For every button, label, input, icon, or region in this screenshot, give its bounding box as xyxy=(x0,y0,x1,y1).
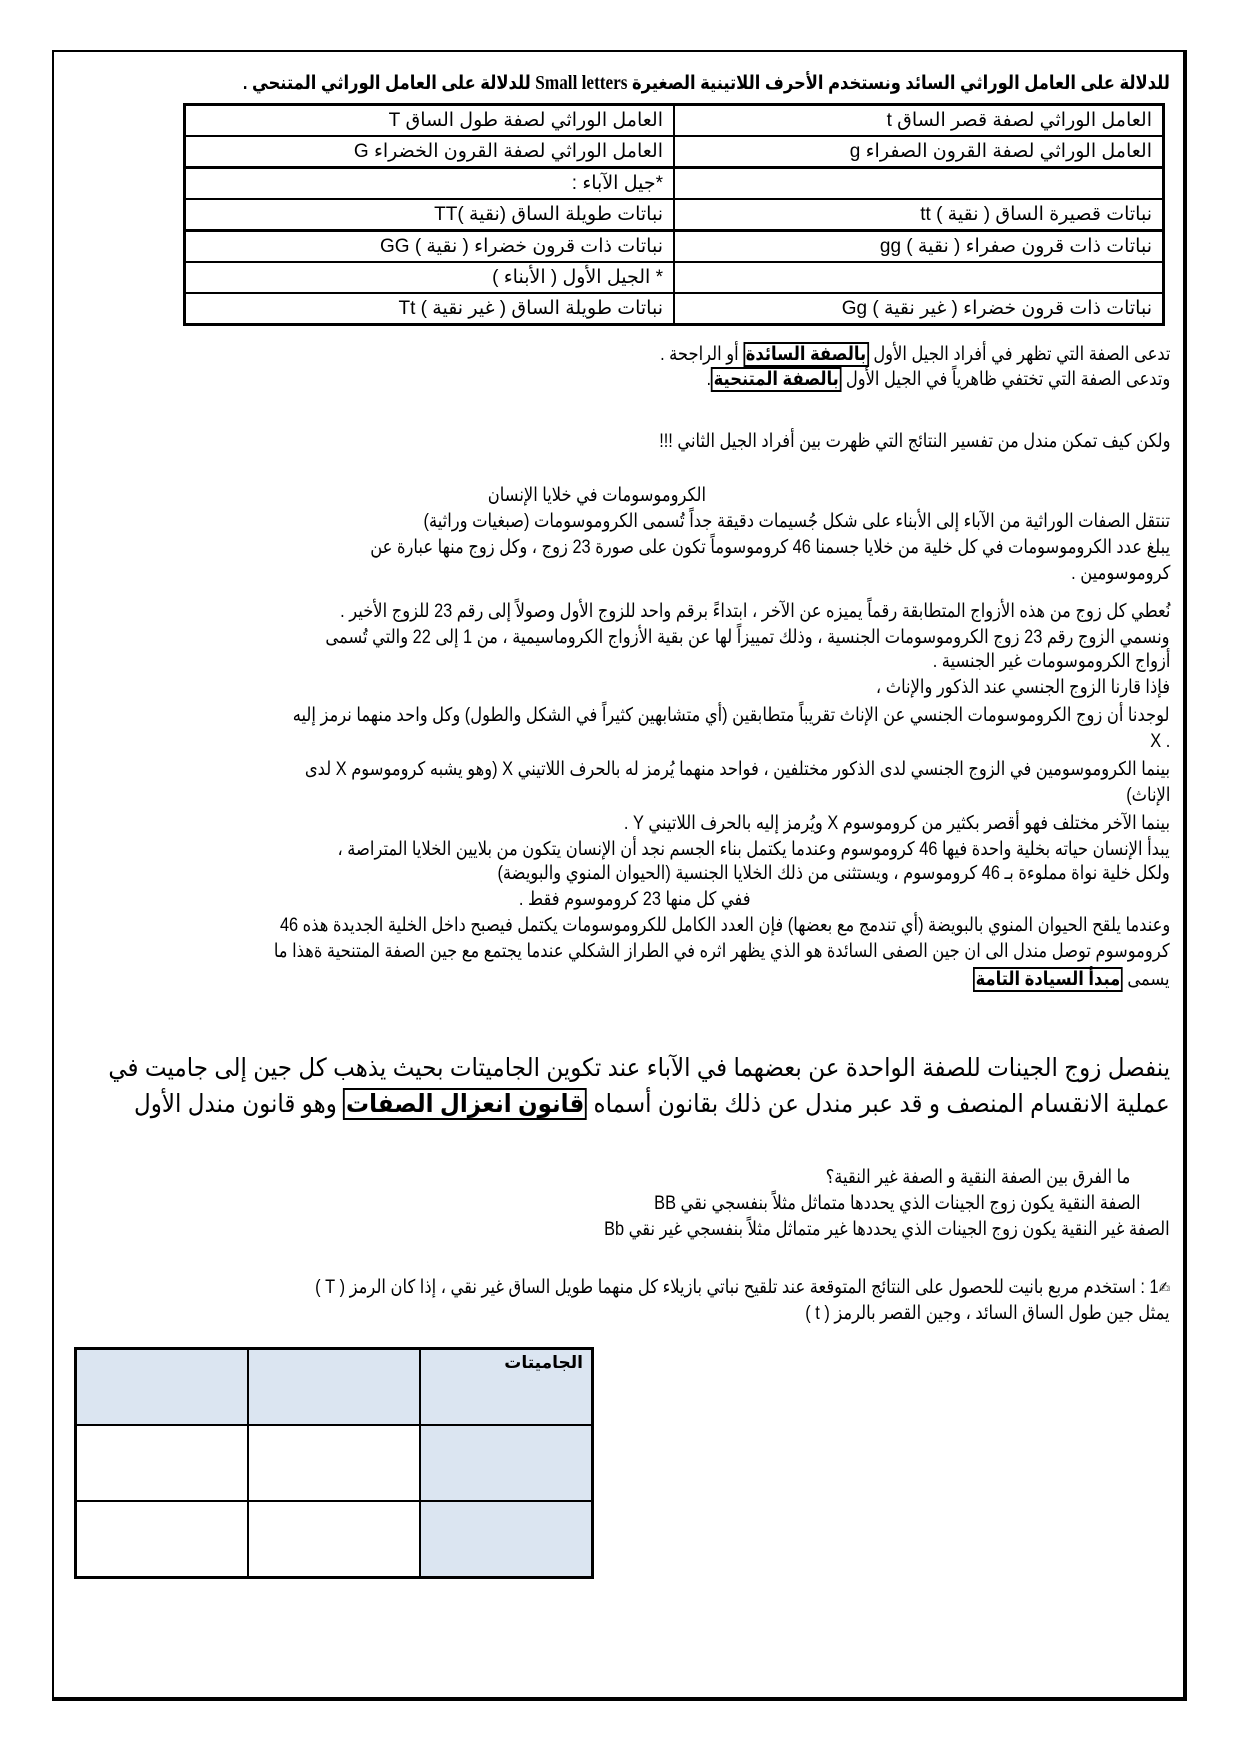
table-cell: * الجيل الأول ( الأبناء ) xyxy=(185,262,675,293)
offspring-cell[interactable] xyxy=(76,1425,249,1501)
table-cell: العامل الوراثي لصفة القرون الصفراء g xyxy=(674,136,1164,168)
paragraph-line: تنتقل الصفات الوراثية من الآباء إلى الأبناء على شكل جُسيمات دقيقة جداً تُسمى الكروموسومات (صبغيات وراثية) xyxy=(423,511,1170,532)
table-cell xyxy=(674,168,1164,200)
text: 1 : استخدم مربع بانيت للحصول على النتائج المتوقعة عند تلقيح نباتي بازيلاء كل منهما طويل الساق غير نقي ، إذا كان الرمز ( T ) xyxy=(315,1277,1159,1298)
table-row xyxy=(185,293,1164,325)
principle-line xyxy=(973,968,1170,992)
text: يسمى xyxy=(1127,969,1170,990)
paragraph-line: كروموسومين . xyxy=(1070,563,1170,584)
table-cell: العامل الوراثي لصفة القرون الخضراء G xyxy=(185,136,675,168)
paragraph-line: ونسمي الزوج رقم 23 زوج الكروموسومات الجنسية ، وذلك تمييزاً لها عن بقية الأزواج الكروماسيمية ، من 1 إلى 22 والتي تُسمى xyxy=(325,627,1170,648)
paragraph-line: وعندما يلقح الحيوان المنوي بالبويضة (أي تندمج مع بعضها) فإن العدد الكامل للكروموسومات يكتمل فيصبح داخل الخلية الجديدة هذه 46 xyxy=(279,915,1171,936)
paragraph-line: لوجدنا أن زوج الكروموسومات الجنسي عن الإناث تقريباً متطابقين (أي متشابهين كثيراً في الشكل والطول) وكل واحد منهما نرمز إليه xyxy=(293,705,1170,726)
paragraph-line: بينما الآخر مختلف فهو أقصر بكثير من كروموسوم X ويُرمز إليه بالحرف اللاتيني Y . xyxy=(623,813,1170,834)
table-cell: نباتات طويلة الساق ( غير نقية ) Tt xyxy=(185,293,675,325)
offspring-cell[interactable] xyxy=(248,1501,420,1578)
table-cell: العامل الوراثي لصفة قصر الساق t xyxy=(674,105,1164,137)
table-row xyxy=(185,136,1164,168)
paragraph-line: . X xyxy=(1150,731,1170,752)
table-cell: نباتات ذات قرون خضراء ( نقية ) GG xyxy=(185,231,675,263)
paragraph-line: بينما الكروموسومين في الزوج الجنسي لدى الذكور مختلفين ، فواحد منهما يُرمز له بالحرف اللاتيني X (وهو يشبه كروموسوم X لدى xyxy=(304,759,1170,780)
recessive-definition xyxy=(706,368,1170,392)
gamete-cell[interactable] xyxy=(420,1425,593,1501)
punnett-square xyxy=(74,1347,594,1579)
table-row xyxy=(185,199,1164,231)
gamete-cell[interactable] xyxy=(76,1349,249,1426)
table-cell: نباتات طويلة الساق (نقية )TT xyxy=(185,199,675,231)
table-cell: نباتات ذات قرون خضراء ( غير نقية ) Gg xyxy=(674,293,1164,325)
table-cell: العامل الوراثي لصفة طول الساق T xyxy=(185,105,675,137)
intro-english-term: Small letters xyxy=(535,72,628,94)
section-title-chromosomes: الكروموسومات في خلايا الإنسان xyxy=(487,485,707,506)
exercise-line-1 xyxy=(315,1276,1170,1300)
text: تدعى الصفة التي تظهر في أفراد الجيل الأول xyxy=(872,344,1170,365)
gene-symbols-table xyxy=(183,103,1165,326)
table-row xyxy=(76,1501,593,1578)
gamete-cell[interactable] xyxy=(420,1501,593,1578)
gametes-header-cell: الجاميتات xyxy=(420,1349,593,1426)
intro-line xyxy=(243,72,1170,95)
paragraph-line: كروموسوم توصل مندل الى ان جين الصفى السائدة هو الذي يظهر اثره في الطراز الشكلي عندما يجتمع مع جين الصفة المتنحية ةهذا ما xyxy=(274,941,1170,962)
paragraph-line: الإناث) xyxy=(1125,785,1170,806)
segregation-line: ينفصل زوج الجينات للصفة الواحدة عن بعضهما في الآباء عند تكوين الجاميتات بحيث يذهب كل جين إلى جاميت في xyxy=(108,1054,1170,1082)
paragraph-line: يبدأ الإنسان حياته بخلية واحدة فيها 46 كروموسوم وعندما يكتمل بناء الجسم نجد أن الإنسان يتكون من بلايين الخلايا المتراصة ، xyxy=(337,839,1170,860)
paragraph-line: فإذا قارنا الزوج الجنسي عند الذكور والإناث ، xyxy=(875,677,1170,698)
table-row xyxy=(76,1349,593,1426)
exercise-line-2: يمثل جين طول الساق السائد ، وجين القصر بالرمز ( t ) xyxy=(805,1303,1170,1324)
pure-trait-definition: الصفة النقية يكون زوج الجينات الذي يحددها متماثل مثلاً بنفسجي نقي BB xyxy=(653,1193,1140,1214)
intro-text-part2: للدلالة على العامل الوراثي المتنحي . xyxy=(243,73,531,94)
paragraph-line: أزواج الكروموسومات غير الجنسية . xyxy=(932,651,1170,672)
dominant-definition xyxy=(660,343,1170,367)
table-row xyxy=(76,1425,593,1501)
paragraph-line: ففي كل منها 23 كروموسوم فقط . xyxy=(518,889,751,910)
text: . xyxy=(706,369,711,390)
dominant-term: بالصفة السائدة xyxy=(743,342,869,367)
paragraph-line: يبلغ عدد الكروموسومات في كل خلية من خلايا جسمنا 46 كروموسوماً تكون على صورة 23 زوج ، وكل زوج منها عبارة عن xyxy=(370,537,1170,558)
table-cell: نباتات ذات قرون صفراء ( نقية ) gg xyxy=(674,231,1164,263)
paragraph-line: ولكل خلية نواة مملوءة بـ 46 كروموسوم ، ويستثنى من ذلك الخلايا الجنسية (الحيوان المنوي والبويضة) xyxy=(497,863,1170,884)
table-row xyxy=(185,105,1164,137)
table-cell xyxy=(674,262,1164,293)
segregation-law-term: قانون انعزال الصفات xyxy=(344,1088,588,1120)
gamete-cell[interactable] xyxy=(248,1349,420,1426)
mendel-question: ولكن كيف تمكن مندل من تفسير النتائج التي ظهرت بين أفراد الجيل الثاني !!! xyxy=(658,431,1170,452)
recessive-term: بالصفة المتنحية xyxy=(711,367,841,392)
table-row xyxy=(185,231,1164,263)
text: وتدعى الصفة التي تختفي ظاهرياً في الجيل الأول xyxy=(845,369,1170,390)
table-row xyxy=(185,168,1164,200)
segregation-law-line xyxy=(134,1086,1170,1122)
text: عملية الانقسام المنصف و قد عبر مندل عن ذلك بقانون أسماه xyxy=(593,1090,1170,1118)
paragraph-line: نُعطي كل زوج من هذه الأزواج المتطابقة رقماً يميزه عن الآخر ، ابتداءً برقم واحد للزوج الأول وصولاً إلى رقم 23 للزوج الأخير . xyxy=(339,601,1170,622)
text: وهو قانون مندل الأول xyxy=(134,1090,338,1118)
impure-trait-definition: الصفة غير النقية يكون زوج الجينات الذي يحددها غير متماثل مثلاً بنفسجي غير نقي Bb xyxy=(604,1219,1170,1240)
purity-question: ما الفرق بين الصفة النقية و الصفة غير النقية؟ xyxy=(825,1167,1130,1188)
complete-dominance-term: مبدأ السيادة التامة xyxy=(973,967,1123,992)
text: أو الراجحة . xyxy=(659,344,743,365)
intro-text-part1: للدلالة على العامل الوراثي السائد ونستخدم الأحرف اللاتينية الصغيرة xyxy=(632,73,1170,94)
offspring-cell[interactable] xyxy=(76,1501,249,1578)
table-cell: نباتات قصيرة الساق ( نقية ) tt xyxy=(674,199,1164,231)
table-row xyxy=(185,262,1164,293)
pencil-writing-icon: ✍ xyxy=(1158,1278,1170,1297)
table-cell: *جيل الآباء : xyxy=(185,168,675,200)
offspring-cell[interactable] xyxy=(248,1425,420,1501)
